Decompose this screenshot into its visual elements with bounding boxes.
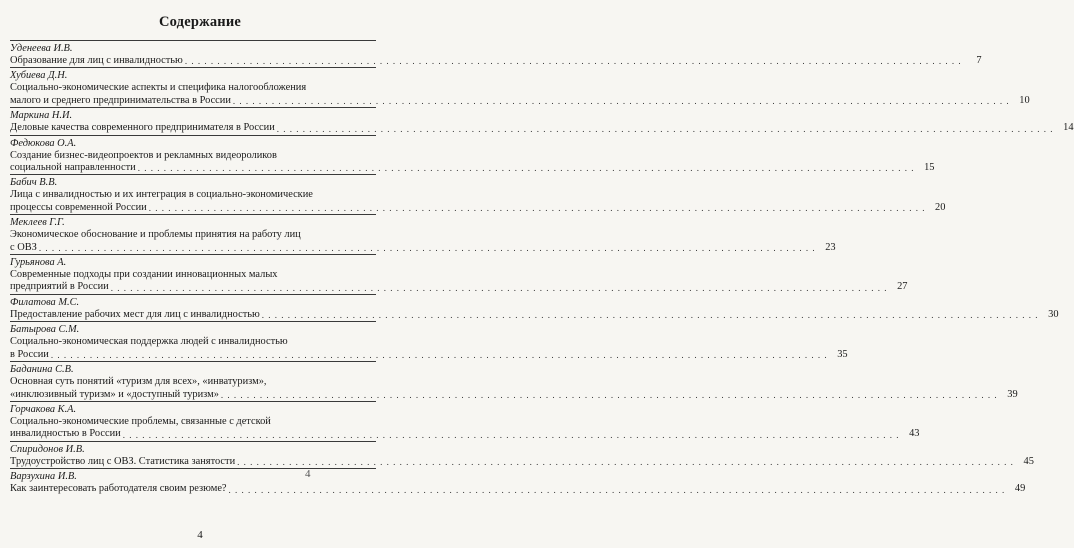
- entry-title-text: Образование для лиц с инвалидностью: [10, 55, 183, 66]
- entry-title-line: [10, 308, 1059, 321]
- entry-title-line: Социально-экономические проблемы, связанные с детской: [10, 415, 271, 427]
- entry-title-text: Деловые качества современного предпринимателя в России: [10, 122, 275, 134]
- dot-leader: . . . . . . . . . . . . . . . . . . . . . . . . . . . . . . . . . . . . . . . . . . . . . . . . . . . . . . . . . . . . . . . . . . . . . . . . . . . . . . . . . . . . . . . . . . . . . . . . . . . . . . . . . . . . . . . . . . . . . . . .: [276, 123, 1054, 134]
- toc-entry: [10, 361, 1018, 401]
- entry-title-line: [10, 388, 1018, 401]
- entry-title-text: инвалидностью в России: [10, 428, 121, 440]
- entry-page-number: 27: [897, 281, 908, 293]
- entry-title-text: с ОВЗ: [10, 241, 37, 253]
- entry-divider: [10, 107, 376, 108]
- dot-leader: . . . . . . . . . . . . . . . . . . . . . . . . . . . . . . . . . . . . . . . . . . . . . . . . . . . . . . . . . . . . . . . . . . . . . . . . . . . . . . . . . . . . . . . . . . . . . . . . . . . . . . . . . . . . . . . . . . . . . . . .: [110, 282, 888, 293]
- entry-author: Маркина Н.И.: [10, 110, 73, 122]
- entry-title-line: [10, 122, 1074, 134]
- page-number: 4: [197, 529, 203, 541]
- entry-author: Федюкова О.А.: [10, 137, 77, 149]
- entry-title-line: Основная суть понятий «туризм для всех», «инватуризм»,: [10, 376, 267, 388]
- entry-author: Филатова М.С.: [10, 296, 80, 308]
- entry-title-line: [10, 281, 908, 293]
- entry-author: Баданина С.В.: [10, 364, 74, 376]
- dot-leader: . . . . . . . . . . . . . . . . . . . . . . . . . . . . . . . . . . . . . . . . . . . . . . . . . . . . . . . . . . . . . . . . . . . . . . . . . . . . . . . . . . . . . . . . . . . . . . . . . . . . . . . . . . . . . . . . . . . . . . . .: [38, 243, 816, 254]
- toc-entry: [10, 294, 1059, 321]
- entry-divider: [10, 441, 376, 442]
- toc-entry: [10, 40, 982, 67]
- entry-title-line: Экономическое обоснование и проблемы принятия на работу лиц: [10, 229, 301, 241]
- entry-page-number: 15: [924, 162, 935, 174]
- table-of-contents: [10, 40, 1074, 496]
- entry-title-text: социальной направленности: [10, 162, 136, 174]
- entry-title-text: Предоставление рабочих мест для лиц с инвалидностью: [10, 308, 260, 320]
- entry-title-text: в России: [10, 348, 49, 360]
- dot-leader: . . . . . . . . . . . . . . . . . . . . . . . . . . . . . . . . . . . . . . . . . . . . . . . . . . . . . . . . . . . . . . . . . . . . . . . . . . . . . . . . . . . . . . . . . . . . . . . . . . . . . . . . . . . . . . . . . . . . . . . .: [237, 457, 1014, 468]
- dot-leader: . . . . . . . . . . . . . . . . . . . . . . . . . . . . . . . . . . . . . . . . . . . . . . . . . . . . . . . . . . . . . . . . . . . . . . . . . . . . . . . . . . . . . . . . . . . . . . . . . . . . . . . . . . . . . . . . . . . . . . . .: [184, 56, 962, 67]
- entry-author: Батырова С.М.: [10, 324, 80, 336]
- entry-divider: [10, 321, 376, 322]
- entry-divider: [10, 67, 376, 68]
- entry-title-line: [10, 428, 920, 440]
- dot-leader: . . . . . . . . . . . . . . . . . . . . . . . . . . . . . . . . . . . . . . . . . . . . . . . . . . . . . . . . . . . . . . . . . . . . . . . . . . . . . . . . . . . . . . . . . . . . . . . . . . . . . . . . . . . . . . . . . . . . . . . .: [220, 389, 998, 400]
- entry-divider: [10, 135, 376, 136]
- toc-entry: [10, 401, 920, 441]
- entry-page-number: 45: [1023, 455, 1034, 467]
- entry-page-number: 30: [1048, 308, 1059, 320]
- entry-title-line: Лица с инвалидностью и их интеграция в социально-экономические: [10, 189, 313, 201]
- toc-entry: [10, 67, 1030, 107]
- entry-title-line: Социально-экономическая поддержка людей с инвалидностью: [10, 336, 288, 348]
- entry-author: Меклеев Г.Г.: [10, 217, 65, 229]
- entry-author: Бабич В.В.: [10, 177, 58, 189]
- stray-mark: 4: [305, 468, 311, 480]
- entry-page-number: 20: [935, 201, 946, 213]
- toc-entry: [10, 135, 935, 175]
- entry-divider: [10, 174, 376, 175]
- entry-title-text: предприятий в России: [10, 281, 109, 293]
- entry-divider: [10, 40, 376, 41]
- toc-entry: [10, 321, 848, 361]
- toc-entry: [10, 107, 1074, 134]
- entry-title-line: Современные подходы при создании инновационных малых: [10, 269, 278, 281]
- toc-entry: [10, 254, 908, 294]
- entry-title-line: [10, 483, 1026, 495]
- entry-page-number: 7: [976, 55, 982, 66]
- page-title: Содержание: [158, 14, 242, 30]
- entry-title-line: [10, 348, 848, 361]
- entry-author: Хубиева Д.Н.: [10, 70, 68, 82]
- dot-leader: . . . . . . . . . . . . . . . . . . . . . . . . . . . . . . . . . . . . . . . . . . . . . . . . . . . . . . . . . . . . . . . . . . . . . . . . . . . . . . . . . . . . . . . . . . . . . . . . . . . . . . . . . . . . . . . . . . . . . . . .: [261, 310, 1039, 321]
- entry-title-line: [10, 201, 946, 214]
- toc-entry: [10, 441, 1034, 468]
- entry-page-number: 23: [825, 241, 836, 253]
- entry-author: Уденеева И.В.: [10, 43, 73, 54]
- entry-divider: [10, 214, 376, 215]
- toc-entry: [10, 214, 836, 254]
- entry-title-line: [10, 162, 935, 174]
- entry-title-text: «инклюзивный туризм» и «доступный туризм»: [10, 388, 219, 400]
- entry-title-line: [10, 241, 836, 254]
- entry-page-number: 49: [1014, 483, 1026, 495]
- entry-title-text: процессы современной России: [10, 201, 147, 213]
- dot-leader: . . . . . . . . . . . . . . . . . . . . . . . . . . . . . . . . . . . . . . . . . . . . . . . . . . . . . . . . . . . . . . . . . . . . . . . . . . . . . . . . . . . . . . . . . . . . . . . . . . . . . . . . . . . . . . . . . . . . . . . .: [50, 350, 828, 361]
- dot-leader: . . . . . . . . . . . . . . . . . . . . . . . . . . . . . . . . . . . . . . . . . . . . . . . . . . . . . . . . . . . . . . . . . . . . . . . . . . . . . . . . . . . . . . . . . . . . . . . . . . . . . . . . . . . . . . . . . . . . . . . .: [232, 96, 1010, 107]
- entry-title-text: малого и среднего предпринимательства в России: [10, 94, 231, 106]
- entry-divider: [10, 401, 376, 402]
- entry-title-line: [10, 94, 1030, 107]
- dot-leader: . . . . . . . . . . . . . . . . . . . . . . . . . . . . . . . . . . . . . . . . . . . . . . . . . . . . . . . . . . . . . . . . . . . . . . . . . . . . . . . . . . . . . . . . . . . . . . . . . . . . . . . . . . . . . . . . . . . . . . . .: [122, 429, 900, 440]
- dot-leader: . . . . . . . . . . . . . . . . . . . . . . . . . . . . . . . . . . . . . . . . . . . . . . . . . . . . . . . . . . . . . . . . . . . . . . . . . . . . . . . . . . . . . . . . . . . . . . . . . . . . . . . . . . . . . . . . . . . . . . . .: [137, 163, 915, 174]
- entry-author: Горчакова К.А.: [10, 403, 77, 415]
- entry-title-text: Трудоустройство лиц с ОВЗ. Статистика занятости: [10, 455, 236, 467]
- entry-author: Гурьянова А.: [10, 257, 67, 269]
- entry-author: Варзухина И.В.: [10, 471, 77, 483]
- dot-leader: . . . . . . . . . . . . . . . . . . . . . . . . . . . . . . . . . . . . . . . . . . . . . . . . . . . . . . . . . . . . . . . . . . . . . . . . . . . . . . . . . . . . . . . . . . . . . . . . . . . . . . . . . . . . . . . . . . . . . . . .: [228, 484, 1006, 495]
- entry-divider: [10, 468, 376, 469]
- entry-divider: [10, 254, 376, 255]
- dot-leader: . . . . . . . . . . . . . . . . . . . . . . . . . . . . . . . . . . . . . . . . . . . . . . . . . . . . . . . . . . . . . . . . . . . . . . . . . . . . . . . . . . . . . . . . . . . . . . . . . . . . . . . . . . . . . . . . . . . . . . . .: [148, 203, 926, 214]
- entry-title-line: Социально-экономические аспекты и специфика налогообложения: [10, 82, 307, 94]
- entry-title-line: Создание бизнес-видеопроектов и рекламных видеороликов: [10, 149, 277, 161]
- toc-entry: [10, 468, 1026, 495]
- entry-page-number: 35: [837, 348, 848, 360]
- entry-page-number: 14: [1063, 122, 1074, 134]
- entry-divider: [10, 361, 376, 362]
- toc-entry: [10, 174, 946, 214]
- entry-title-text: Как заинтересовать работодателя своим резюме?: [10, 483, 227, 495]
- entry-page-number: 43: [909, 428, 920, 440]
- entry-title-line: [10, 455, 1034, 468]
- entry-author: Спиридонов И.В.: [10, 443, 85, 455]
- entry-page-number: 10: [1019, 94, 1030, 106]
- entry-divider: [10, 294, 376, 295]
- entry-page-number: 39: [1007, 388, 1018, 400]
- entry-title-line: [10, 55, 982, 67]
